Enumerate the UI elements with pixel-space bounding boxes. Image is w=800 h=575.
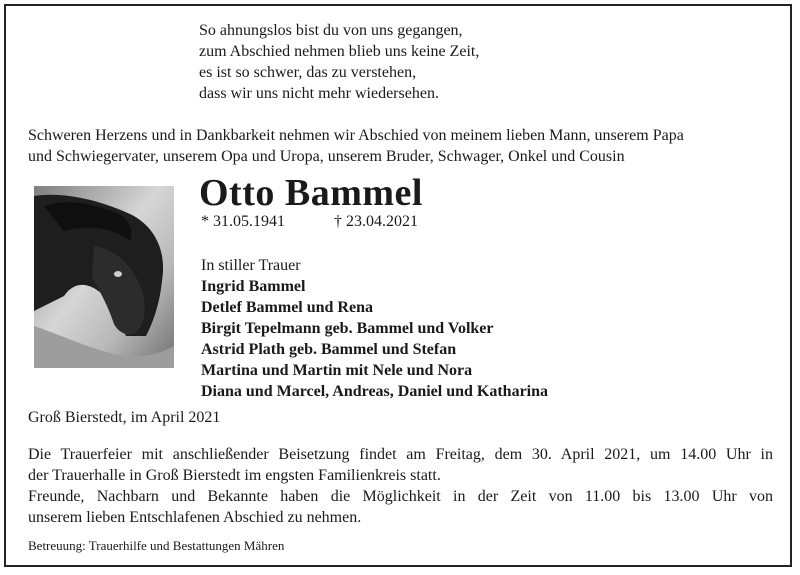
death-date: † 23.04.2021 [334,213,418,230]
ceremony-line: der Trauerhalle in Groß Bierstedt im engsten Familienkreis statt. [28,467,441,484]
ceremony-line: Die Trauerfeier mit anschließender Beisetzung findet am Freitag, dem 30. April 2021, um 14.00 Uhr in [28,446,773,463]
place-and-date: Groß Bierstedt, im April 2021 [28,409,221,426]
mourner-name: Detlef Bammel und Rena [201,299,373,316]
horse-photo [34,186,174,368]
ceremony-line: Freunde, Nachbarn und Bekannte haben die Möglichkeit in der Zeit von 11.00 bis 13.00 Uhr von [28,488,773,505]
mourner-name: Birgit Tepelmann geb. Bammel und Volker [201,320,494,337]
poem-line: es ist so schwer, das zu verstehen, [199,64,417,81]
ceremony-line: unserem lieben Entschlafenen Abschied zu nehmen. [28,509,362,526]
birth-date: * 31.05.1941 [201,213,285,230]
intro-line: und Schwiegervater, unserem Opa und Uropa, unserem Bruder, Schwager, Onkel und Cousin [28,148,625,165]
mourner-names [201,276,548,402]
horse-photo-image [34,186,174,368]
intro-line: Schweren Herzens und in Dankbarkeit nehmen wir Abschied von meinem lieben Mann, unserem Papa [28,127,684,144]
mourner-name: Martina und Martin mit Nele und Nora [201,362,473,379]
deceased-name: Otto Bammel [199,172,423,214]
mourning-heading: In stiller Trauer [201,257,301,274]
mourner-name: Diana und Marcel, Andreas, Daniel und Katharina [201,383,549,400]
ceremony-info [28,444,773,528]
funeral-care-credit: Betreuung: Trauerhilfe und Bestattungen Mähren [28,538,285,553]
poem-line: dass wir uns nicht mehr wiedersehen. [199,85,439,102]
mourners-block [201,255,548,402]
life-dates [201,212,418,232]
poem-line: zum Abschied nehmen blieb uns keine Zeit, [199,43,480,60]
poem-line: So ahnungslos bist du von uns gegangen, [199,22,463,39]
intro-text [28,125,773,167]
mourner-name: Ingrid Bammel [201,278,306,295]
mourner-name: Astrid Plath geb. Bammel und Stefan [201,341,457,358]
poem [199,20,479,104]
